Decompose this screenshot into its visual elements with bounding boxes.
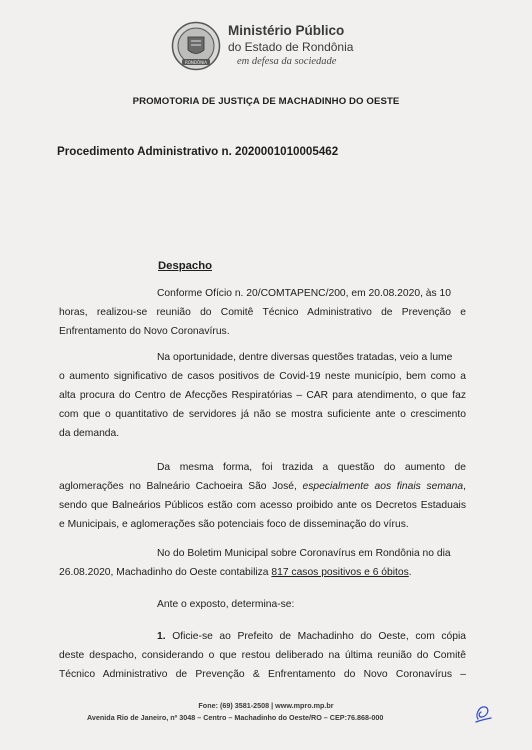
- text-segment: Oficie-se ao Prefeito de Machadinho do Oeste, com cópia: [165, 631, 466, 642]
- seal-ribbon-text: RONDÔNIA: [184, 59, 208, 65]
- paragraph-6: [59, 628, 466, 685]
- text-line: com que o quantitativo de servidores já não se mostra suficiente ante o crescimento: [59, 408, 466, 420]
- text-segment: aglomerações no Balneário Cachoeira São José,: [59, 480, 303, 492]
- text-line: Na oportunidade, dentre diversas questões tratadas, veio a lume: [157, 352, 453, 363]
- paragraph-2: [59, 349, 466, 444]
- text-line: deste despacho, considerando o que restou deliberado na última reunião do Comitê: [59, 649, 466, 661]
- text-line: [59, 478, 466, 497]
- handwritten-initials-icon: [471, 701, 495, 725]
- text-line: horas, realizou-se reunião do Comitê Técnico Administrativo de Prevenção e: [59, 306, 466, 318]
- text-segment: ,: [463, 480, 466, 492]
- text-line: No do Boletim Municipal sobre Coronavírus em Rondônia no dia: [157, 548, 451, 559]
- text-line: da demanda.: [59, 427, 120, 439]
- procedure-number: Procedimento Administrativo n. 2020001010005462: [57, 145, 339, 158]
- org-motto: em defesa da sociedade: [237, 56, 337, 67]
- item-number: 1.: [157, 631, 166, 642]
- text-line: Da mesma forma, foi trazida a questão do aumento de: [157, 462, 466, 473]
- footer-contact: Fone: (69) 3581-2508 | www.mpro.mp.br: [198, 701, 334, 710]
- paragraph-3: [59, 459, 466, 535]
- underlined-emphasis: 817 casos positivos e 6 óbitos: [271, 566, 409, 578]
- text-segment: 26.08.2020, Machadinho do Oeste contabiliza: [59, 566, 272, 578]
- footer-address: Avenida Rio de Janeiro, nº 3048 – Centro – Machadinho do Oeste/RO – CEP:76.868-000: [87, 713, 384, 722]
- org-name: Ministério Público: [228, 23, 345, 38]
- document-title: Despacho: [158, 260, 212, 272]
- text-line: Técnico Administrativo de Prevenção & Enfrentamento do Novo Coronavírus –: [59, 668, 466, 680]
- letterhead: [171, 21, 361, 71]
- paragraph-4: [59, 545, 466, 583]
- text-line: [59, 628, 466, 647]
- text-line: e Municipais, e aglomerações são potenciais foco de disseminação do vírus.: [59, 518, 409, 530]
- text-line: o aumento significativo de casos positivos de Covid-19 neste município, bem como a: [59, 370, 466, 382]
- text-line: [59, 564, 466, 583]
- text-segment: .: [408, 566, 412, 578]
- org-state: do Estado de Rondônia: [228, 40, 354, 54]
- paragraph-5: [59, 596, 466, 615]
- mp-seal-icon: [171, 21, 221, 71]
- text-line: alta procura do Centro de Afecções Respiratórias – CAR para atendimento, o que faz: [59, 389, 466, 401]
- office-title: PROMOTORIA DE JUSTIÇA DE MACHADINHO DO OESTE: [132, 96, 400, 107]
- text-line: Conforme Ofício n. 20/COMTAPENC/200, em 20.08.2020, às 10: [157, 288, 451, 299]
- text-line: sendo que Balneários Públicos estão com acesso proibido ante os Decretos Estaduais: [59, 499, 466, 511]
- italic-emphasis: especialmente aos finais semana: [302, 480, 464, 492]
- text-line: Ante o exposto, determina-se:: [157, 599, 295, 610]
- text-line: Enfrentamento do Novo Coronavírus.: [59, 325, 230, 337]
- paragraph-1: [59, 285, 466, 342]
